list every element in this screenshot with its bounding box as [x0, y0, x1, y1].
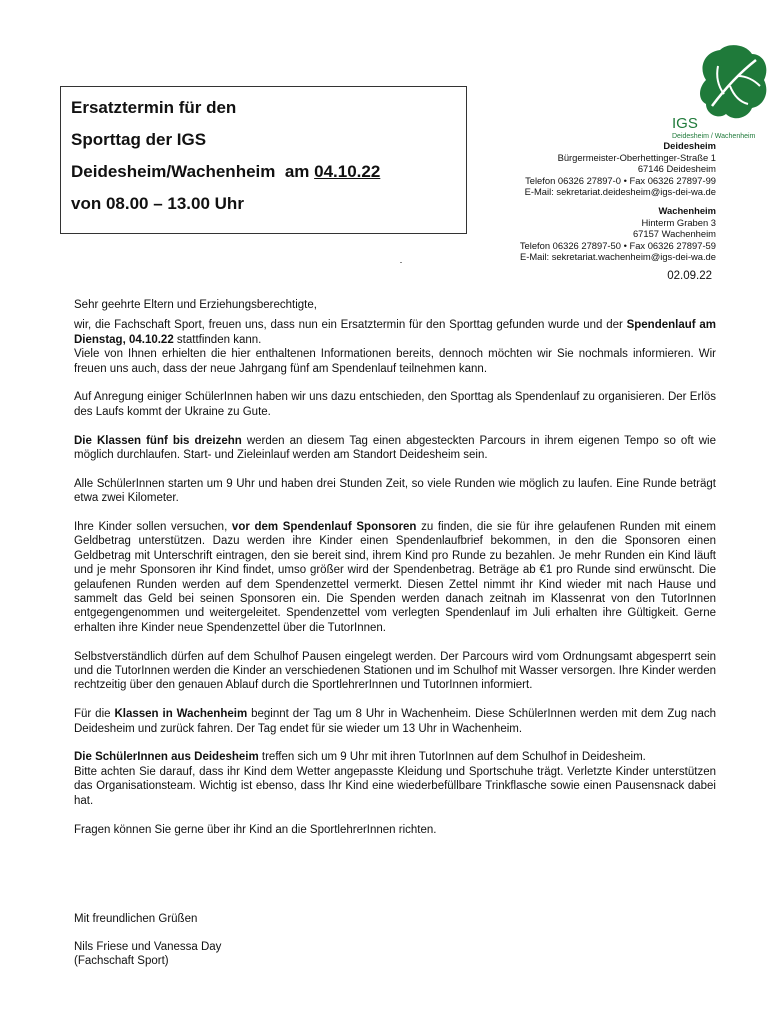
- paragraph-7-bold: Klassen in Wachenheim: [114, 708, 248, 721]
- school-logo: [668, 40, 770, 140]
- title-line-2: Sporttag der IGS: [71, 130, 207, 149]
- paragraph-5: [74, 520, 716, 635]
- paragraph-2: Auf Anregung einiger SchülerInnen haben wir uns dazu entschieden, den Sporttag als Spendenlauf zu organisieren. Der Erlös des Laufs kommt der Ukraine zu Gute.: [74, 391, 716, 418]
- logo-text: IGS: [672, 115, 698, 132]
- paragraph-7-text: Für die: [74, 708, 115, 721]
- paragraph-1: [74, 318, 716, 376]
- contact-wachenheim-email[interactable]: E-Mail: sekretariat.wachenheim@igs-dei-wa.de: [519, 251, 716, 263]
- contact-wachenheim-name: Wachenheim: [658, 204, 716, 216]
- contact-deidesheim-street: Bürgermeister-Oberhettinger-Straße 1: [557, 151, 716, 163]
- paragraph-7-text-end: beginnt der Tag um 8 Uhr in Wachenheim. Diese SchülerInnen werden mit dem Zug nach Deidesheim und zurück fahren. Der Tag endet für sie wieder um 13 Uhr in Wachenheim.: [74, 708, 716, 735]
- grape-leaf-icon: [668, 40, 770, 140]
- contact-deidesheim-name: Deidesheim: [663, 140, 716, 151]
- paragraph-3: [74, 434, 716, 463]
- paragraph-7: [74, 707, 716, 736]
- contact-wachenheim-street: Hinterm Graben 3: [641, 216, 716, 228]
- paragraph-5-text-end: zu finden, die sie für ihre gelaufenen Runden mit einem Geldbetrag unterstützen. Dazu werden ihre Kinder einen Spendenlaufbrief bekommen, in den die Sponsoren einen Geldbetrag mit Unterschrift eintragen, den sie bereit sind, ihrem Kind pro Runde zu bezahlen. Je mehr Runden ein Kind läuft und je mehr Sponsoren ihr Kind findet, umso größer wird der Spendenbetrag. Beträge ab €1 pro Runde sind erwünscht. Die gelaufenen Runden werden auf dem Spendenzettel vermerkt. Diesen Zettel nimmt ihr Kind wieder mit nach Hause und sammelt das Geld bei seinen Sponsoren ein. Die Spenden werden danach zeitnah im Klassenrat von den TutorInnen entgegengenommen und weitergeleitet. Spendenzettel vom verlegten Spendenlauf im Juli erhalten ihre Gültigkeit. Gerne erhalten ihre Kinder neue Spendenzettel über die TutorInnen.: [74, 521, 717, 634]
- title-date: 04.10.22: [314, 162, 381, 181]
- paragraph-8-line-2: Bitte achten Sie darauf, dass ihr Kind dem Wetter angepasste Kleidung und Sportschuhe trägt. Verletzte Kinder unterstützen das Organisationsteam. Wichtig ist ebenso, dass Ihr Kind eine wiederbefüllbare Trinkflasche sowie einen Pausensnack dabei hat.: [74, 765, 716, 807]
- paragraph-3-text: werden an diesem Tag einen abgesteckten Parcours in ihrem eigenen Tempo so oft wie möglich durchlaufen. Start- und Zieleinlauf werden am Standort Deidesheim sein.: [74, 434, 717, 462]
- contact-deidesheim-email[interactable]: E-Mail: sekretariat.deidesheim@igs-dei-wa.de: [524, 186, 716, 198]
- title-line-3: [71, 156, 456, 188]
- letter-date: 02.09.22: [667, 270, 712, 282]
- contact-block: [456, 140, 716, 263]
- title-line-1: Ersatztermin für den: [71, 98, 237, 117]
- paragraph-5-text: Ihre Kinder sollen versuchen,: [74, 521, 232, 534]
- signers-group: (Fachschaft Sport): [74, 955, 169, 967]
- letter-body: [74, 298, 716, 851]
- title-line-4: von 08.00 – 13.00 Uhr: [71, 194, 244, 213]
- divider-dot: [400, 262, 402, 263]
- greeting: Sehr geehrte Eltern und Erziehungsberechtigte,: [74, 299, 317, 311]
- paragraph-8-bold: Die SchülerInnen aus Deidesheim: [74, 751, 259, 764]
- paragraph-1-bold: Spendenlauf am Dienstag, 04.10.22: [74, 319, 716, 346]
- contact-wachenheim-phone: Telefon 06326 27897-50 • Fax 06326 27897-59: [519, 239, 716, 251]
- paragraph-1-text: wir, die Fachschaft Sport, freuen uns, dass nun ein Ersatztermin für den Sporttag gefunden wurde und der: [74, 319, 627, 332]
- paragraph-6: Selbstverständlich dürfen auf dem Schulhof Pausen eingelegt werden. Der Parcours wird vom Ordnungsamt abgesperrt sein und die TutorInnen werden die Kinder an verschiedenen Stationen und im Schulhof mit Wasser versorgen. Ihre Kinder werden rechtzeitig über den genauen Ablauf durch die SportlehrerInnen und TutorInnen informiert.: [74, 650, 716, 692]
- contact-deidesheim-city: 67146 Deidesheim: [637, 163, 716, 175]
- paragraph-8-text: treffen sich um 9 Uhr mit ihren TutorInnen auf dem Schulhof in Deidesheim.: [258, 751, 646, 764]
- logo-subtext: Deidesheim / Wachenheim: [672, 133, 756, 140]
- signers: Nils Friese und Vanessa Day: [74, 941, 222, 953]
- paragraph-4: Alle SchülerInnen starten um 9 Uhr und haben drei Stunden Zeit, so viele Runden wie möglich zu laufen. Eine Runde beträgt etwa zwei Kilometer.: [74, 477, 716, 505]
- title-box: [60, 86, 467, 234]
- paragraph-1-text-end: stattfinden kann.: [173, 333, 262, 346]
- contact-deidesheim-phone: Telefon 06326 27897-0 • Fax 06326 27897-99: [525, 174, 716, 186]
- paragraph-3-bold: Die Klassen fünf bis dreizehn: [74, 434, 242, 447]
- paragraph-5-bold: vor dem Spendenlauf Sponsoren: [231, 521, 417, 534]
- paragraph-9: Fragen können Sie gerne über ihr Kind an die SportlehrerInnen richten.: [74, 823, 437, 836]
- paragraph-8: [74, 750, 716, 808]
- paragraph-1-line-2: Viele von Ihnen erhielten die hier enthaltenen Informationen bereits, dennoch möchten wir Sie nochmals informieren. Wir freuen uns auch, dass der neue Jahrgang fünf am Spendenlauf teilnehmen kann.: [74, 348, 716, 375]
- title-line-3-prefix: Deidesheim/Wachenheim am: [71, 162, 315, 181]
- contact-wachenheim-city: 67157 Wachenheim: [632, 228, 716, 240]
- closing: Mit freundlichen Grüßen: [74, 913, 198, 925]
